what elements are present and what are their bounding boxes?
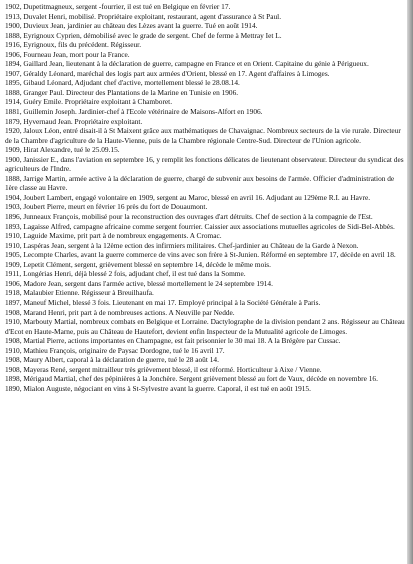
entry-lecompte: 1905, Lecompte Charles, avant la guerre commerce de vins avec son frère à St-Junien. Réformé en septembre 17, décède en avril 18. — [5, 250, 396, 260]
entry-marbouty: 1910, Marbouty Martial, nombreux combats en Belgique et Lorraine. Dactylographe de la division pendant 2 ans. Régisseur au Château d'Ecot en Haute-Marne, puis au Château de Hautefort, devient enfin Inspecteur de la Mutualité agricole de Limoges. — [5, 317, 405, 336]
entry-mayeras: 1908, Mayeras René, sergent mitrailleur très grièvement blessé, il est réformé. Horticulteur à Aixe / Vienne. — [5, 364, 322, 374]
entry-maneuf: 1897, Maneuf Michel, blessé 3 fois. Lieutenant en mai 17. Employé principal à la Société Générale à Paris. — [5, 297, 321, 307]
entry-laguide: 1910, Laguide Maxime, prit part à de nombreux engagements. A Cromac. — [5, 231, 222, 241]
entry-guillemin: 1881, Guillemin Joseph. Jardinier-chef à l'Ecole vétérinaire de Maisons-Alfort en 1906. — [5, 107, 263, 117]
entry-gibaud: 1895, Gibaud Léonard, Adjudant chef d'active, mortellement blessé le 28.08.14. — [5, 78, 240, 88]
entry-malaubier: 1918, Malaubier Etienne. Régisseur à Breuilhaufa. — [5, 288, 154, 298]
entry-mialon: 1890, Mialon Auguste, négociant en vins à St-Sylvestre avant la guerre. Caporal, il est tué en août 1915. — [5, 383, 311, 393]
entry-madore: 1906, Madore Jean, sergent dans l'armée active, blessé mortellement le 24 septembre 1914. — [5, 278, 273, 288]
entry-longerias: 1911, Longérias Henri, déjà blessé 2 fois, adjudant chef, il est tué dans la Somme. — [5, 269, 246, 279]
entry-joubert-lambert: 1904, Joubert Lambert, engagé volontaire en 1909, sergent au Maroc, blessé en avril 16. Adjudant au 129ème R.I. au Havre. — [5, 192, 371, 202]
entry-lepetit: 1909, Lepetit Clément, sergent, grièvement blessé en septembre 14, décède le même mois. — [5, 259, 271, 269]
entry-maury: 1908, Maury Albert, caporal à la déclaration de guerre, tué le 28 août 14. — [5, 355, 219, 365]
entry-mathieu: 1910, Mathieu François, originaire de Paysac Dordogne, tué le 16 avril 17. — [5, 345, 225, 355]
entry-hirat: 1909, Hirat Alexandre, tué le 25.09.15. — [5, 145, 120, 155]
scan-shadow-edge — [407, 0, 413, 564]
entry-marand: 1908, Marand Henri, prit part à de nombreuses actions. A Neuville par Nedde. — [5, 307, 235, 317]
entry-duvieux: 1900, Duvieux Jean, jardinier au château des Lèzes avant la guerre. Tué en août 1914. — [5, 21, 258, 31]
entry-martial: 1908, Martial Pierre, actions importantes en Champagne, est fait prisonnier le 30 mai 18. A la Brégère par Cussac. — [5, 336, 341, 346]
entry-merigaud: 1898, Mérigaud Martial, chef des pépinières à la Jonchère. Sergent grièvement blessé au fort de Vaux, décède en novembre 16. — [5, 374, 378, 384]
entry-guery: 1914, Guéry Emile. Propriétaire exploitant à Chamboret. — [5, 97, 173, 107]
entry-eyrignoux-fils: 1916, Eyrignoux, fils du précédent. Régisseur. — [5, 40, 142, 50]
entry-joubert-pierre: 1903, Joubert Pierre, meurt en février 16 près du fort de Douaumont. — [5, 202, 208, 212]
entry-duvalet: 1913, Duvalet Henri, mobilisé. Propriétaire exploitant, restaurant, agent d'assurance à St Paul. — [5, 11, 282, 21]
entry-junneaux: 1896, Junneaux François, mobilisé pour la reconstruction des ouvrages d'art détruits. Chef de section à la compagnie de l'Est. — [5, 212, 373, 222]
entry-janissier: 1900, Janissier E., dans l'aviation en septembre 16, y remplit les fonctions délicates de lieutenant observateur. Directeur du syndicat des agriculteurs de l'Indre. — [5, 154, 404, 174]
entry-geraldy: 1907, Géraldy Léonard, maréchal des logis part aux armées d'Orient, blessé en 17. Agent d'affaires à Limoges. — [5, 68, 330, 78]
entry-fourneau: 1906, Fourneau Jean, mort pour la France. — [5, 49, 130, 59]
entry-jaloux: 1920, Jaloux Léon, entré disait-il à St Maixent grâce aux mathématiques de Chavaignac. Nombreux secteurs de la vie rurale. Directeur de la Chambre d'agriculture de la Haute-Vienne, puis de la Chambre régionale Centre-Sud. Directeur de l'Union agricole. — [5, 126, 401, 145]
entry-eyrignoux-cyprien: 1888, Eyrignoux Cyprien, démobilisé avec le grade de sergent. Chef de ferme à Mettray Iet L. — [5, 30, 282, 40]
entry-dupetitmagneux: 1902, Dupetitmagneux, sergent -fourrier, il est tué en Belgique en février 17. — [5, 2, 231, 11]
entry-lagaisse: 1893, Lagaisse Alfred, campagne africaine comme sergent fourrier. Caissier aux associations mutuelles agricoles de Sidi-Bel-Abbès. — [5, 221, 395, 231]
entry-lasperas: 1910, Laspéras Jean, sergent à la 12ème ection des infirmiers militaires. Chef-jardinier au Château de la Garde à Nexon. — [5, 240, 359, 250]
entry-granger: 1888, Granger Paul. Directeur des Plantations de la Marine en Tunisie en 1906. — [5, 87, 239, 97]
entry-gaillard: 1894, Gaillard Jean, lieutenant à la déclaration de guerre, campagne en France et en Orient. Capitaine du génie à Périgueux. — [5, 59, 369, 69]
entry-jarrige: 1888, Jarrige Martin, armée active à la déclaration de guerre, chargé de subvenir aux besoins de l'armée. Officier d'administration de 1ère classe au Havre. — [5, 173, 395, 193]
entry-hyvernaud: 1879, Hyvernaud Jean. Propriétaire exploitant. — [5, 116, 143, 126]
